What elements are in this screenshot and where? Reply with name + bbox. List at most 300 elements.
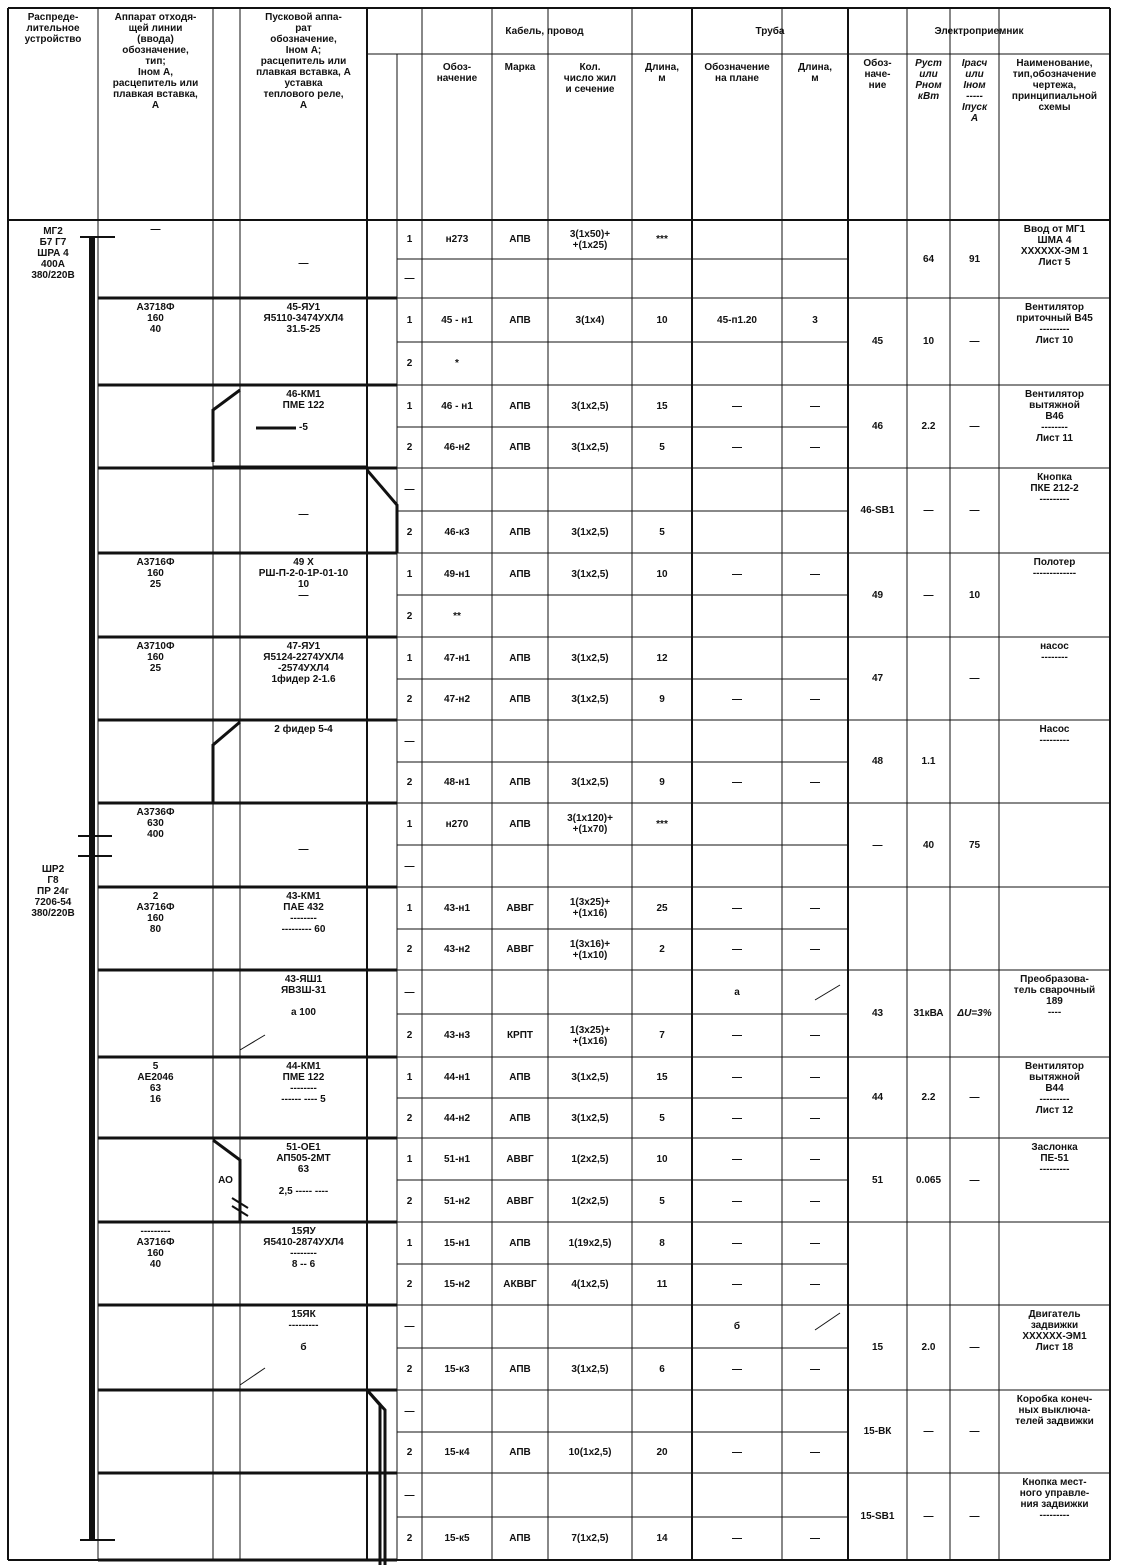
pipe-length: — — [810, 1533, 820, 1544]
apparatus-cell: — — [150, 224, 161, 235]
header-cable-group: Кабель, провод — [505, 25, 584, 37]
starter-cell: — — [298, 843, 309, 855]
pipe-code — [692, 342, 782, 385]
receiver-current: 10 — [968, 589, 981, 601]
header-cable-col: Обоз- начение — [436, 62, 478, 84]
pipe-code — [692, 720, 782, 762]
cable-section: 1(3х25)+ +(1х16) — [569, 897, 611, 919]
row-number: 2 — [406, 1533, 413, 1544]
cable-section: 1(19х2,5) — [568, 1237, 612, 1249]
receiver-power: — — [923, 505, 934, 516]
cable-section: 3(1х2,5) — [571, 1112, 609, 1124]
cable-code: 43-н1 — [443, 902, 471, 914]
cable-length: 12 — [656, 652, 668, 664]
cable-section: 1(3х25)+ +(1х16) — [569, 1024, 611, 1047]
pipe-code: 45-п1.20 — [717, 314, 757, 326]
receiver-code — [848, 887, 907, 970]
pipe-length — [782, 720, 848, 762]
receiver-current: — — [969, 673, 980, 684]
cable-brand — [492, 259, 548, 298]
row-number: 2 — [406, 442, 413, 453]
receiver-name: Кнопка мест- ного управле- ния задвижки --------- — [1019, 1477, 1090, 1521]
cable-length: *** — [656, 234, 668, 245]
cable-code: 49-н1 — [443, 568, 471, 580]
cable-brand: АПВ — [509, 1237, 531, 1249]
cable-brand: АПВ — [509, 442, 531, 453]
cable-section — [548, 1390, 632, 1432]
header-pipe-col: Длина, м — [797, 62, 832, 84]
cable-code: 44-н2 — [443, 1112, 471, 1124]
receiver-power — [907, 637, 950, 720]
receiver-code — [848, 220, 907, 298]
header-apparatus: Аппарат отходя- щей линии (ввода) обозначение, тип; Iном А, расцепитель или плавкая вставка, А — [112, 12, 199, 111]
cable-brand — [492, 342, 548, 385]
cable-brand: АПВ — [509, 1112, 531, 1124]
ao-label: АО — [218, 1174, 233, 1186]
receiver-current: — — [969, 336, 980, 347]
pipe-length — [782, 803, 848, 845]
cable-brand: АВВГ — [506, 1195, 534, 1207]
apparatus-cell — [98, 1473, 213, 1564]
cable-length: 8 — [659, 1237, 665, 1249]
cable-section: 1(2х2,5) — [571, 1153, 609, 1165]
apparatus-cell: --------- А3716Ф 160 40 — [136, 1226, 175, 1270]
receiver-current: — — [969, 1426, 980, 1437]
pipe-code: — — [732, 902, 742, 914]
cable-brand: АПВ — [509, 1072, 531, 1083]
cable-length — [632, 845, 692, 887]
row-number: 2 — [406, 694, 413, 705]
row-number: 1 — [406, 314, 413, 326]
pipe-code — [692, 803, 782, 845]
cable-length: 2 — [659, 944, 665, 955]
row-number: 2 — [406, 610, 413, 622]
row-number: 1 — [406, 234, 413, 245]
cable-length — [632, 595, 692, 637]
pipe-code — [692, 595, 782, 637]
receiver-current: — — [969, 1092, 980, 1103]
cable-section: 1(2х2,5) — [571, 1195, 609, 1207]
cable-length — [632, 259, 692, 298]
cable-length: 11 — [656, 1279, 668, 1290]
feeder-line — [367, 1390, 385, 1565]
receiver-name: Кнопка ПКЕ 212-2 --------- — [1030, 472, 1079, 505]
starter-cell: 44-КМ1 ПМЕ 122 -------- ------ ---- 5 — [281, 1061, 326, 1105]
receiver-name: Вентилятор вытяжной В44 --------- Лист 12 — [1024, 1061, 1085, 1116]
apparatus-cell: А3716Ф 160 25 — [136, 557, 175, 590]
row-number: 2 — [406, 1030, 413, 1041]
row-number: — — [404, 1321, 415, 1332]
receiver-code: — — [872, 839, 883, 851]
receiver-code: 15-SB1 — [860, 1511, 895, 1522]
cable-section: 3(1х2,5) — [571, 1363, 609, 1375]
apparatus-cell: А3718Ф 160 40 — [136, 302, 175, 335]
cable-section — [548, 259, 632, 298]
row-number: 2 — [406, 1112, 413, 1124]
cable-code: 43-н2 — [443, 944, 471, 955]
pipe-length: — — [810, 442, 820, 453]
receiver-current — [950, 1222, 999, 1305]
cable-code: 15-к5 — [444, 1533, 470, 1544]
apparatus-cell — [98, 970, 213, 1061]
header-receiver-col: Руст или Рном кВт — [915, 58, 942, 102]
cable-code: 47-н2 — [443, 694, 471, 705]
cable-section — [548, 1305, 632, 1348]
receiver-code: 48 — [871, 756, 884, 767]
row-number: — — [404, 1405, 415, 1417]
cable-length: 10 — [656, 568, 668, 580]
pipe-code: — — [732, 1533, 742, 1544]
row-number: 1 — [406, 1153, 413, 1165]
cable-section: 7(1х2,5) — [571, 1533, 609, 1544]
cable-length: 7 — [659, 1030, 665, 1041]
cable-length: 15 — [656, 1072, 668, 1083]
receiver-name: Насос --------- — [1039, 724, 1070, 746]
row-number: 2 — [406, 358, 413, 369]
pipe-code — [692, 220, 782, 259]
pipe-length — [782, 970, 848, 1014]
cable-brand: АПВ — [509, 1533, 531, 1544]
cable-brand: АПВ — [509, 568, 531, 580]
receiver-code: 44 — [871, 1092, 884, 1103]
pipe-code: — — [732, 1237, 742, 1249]
cable-length: 6 — [659, 1363, 665, 1375]
pipe-length: — — [810, 1363, 820, 1375]
receiver-power: 2.2 — [921, 1092, 936, 1103]
receiver-power: 10 — [922, 336, 935, 347]
receiver-current: — — [969, 1174, 980, 1186]
starter-cell: 49 Х РШ-П-2-0-1Р-01-10 10 — — [258, 557, 349, 601]
receiver-current: ΔU=3% — [957, 1008, 992, 1019]
header-distribution: Распреде- лительное устройство — [24, 12, 82, 45]
pipe-length — [782, 1390, 848, 1432]
cable-length: 10 — [656, 314, 668, 326]
cable-section: 10(1х2,5) — [568, 1447, 612, 1458]
cable-length: 10 — [656, 1153, 668, 1165]
row-number: 2 — [406, 526, 413, 538]
pipe-code: — — [732, 568, 742, 580]
receiver-power: 0.065 — [915, 1174, 942, 1186]
receiver-current: 75 — [968, 839, 981, 851]
starter-cell: 45-ЯУ1 Я5110-3474УХЛ4 31.5-25 — [263, 302, 344, 335]
pipe-length: — — [810, 902, 820, 914]
cable-brand: АВВГ — [506, 944, 534, 955]
header-pipe-col: Обозначение на плане — [704, 62, 770, 84]
receiver-name: Вентилятор вытяжной В46 -------- Лист 11 — [1024, 389, 1085, 444]
pipe-length — [782, 342, 848, 385]
pipe-length — [782, 468, 848, 511]
cable-length: 5 — [659, 1195, 665, 1207]
row-number: — — [404, 484, 415, 495]
cable-length: 25 — [656, 902, 668, 914]
pipe-code: a — [734, 986, 740, 998]
pipe-code — [692, 1473, 782, 1517]
pipe-length: — — [810, 1279, 820, 1290]
pipe-length: — — [810, 1195, 820, 1207]
pipe-code: — — [732, 1072, 742, 1083]
cable-length — [632, 342, 692, 385]
starter-cell: 46-КМ1 ПМЕ 122 -5 — [282, 389, 325, 433]
cable-code: 51-н2 — [443, 1195, 471, 1207]
feeder-line — [367, 470, 397, 553]
cable-brand: АПВ — [509, 526, 531, 538]
pipe-length: — — [810, 1447, 820, 1458]
cable-brand: АВВГ — [506, 902, 534, 914]
row-number: — — [404, 1489, 415, 1501]
apparatus-cell — [98, 1305, 213, 1394]
pipe-length — [782, 637, 848, 679]
cable-brand — [492, 1390, 548, 1432]
panel-label-2: ШР2 Г8 ПР 24г 7206-54 380/220В — [31, 864, 75, 919]
receiver-power: — — [923, 1511, 934, 1522]
starter-cell: 15ЯУ Я5410-2874УХЛ4 -------- 8 -- 6 — [263, 1226, 344, 1270]
cable-length: 20 — [656, 1447, 668, 1458]
cable-section: 3(1х2,5) — [571, 694, 609, 705]
cable-brand: АПВ — [509, 1363, 531, 1375]
cable-section — [548, 970, 632, 1014]
starter-cell: — — [298, 257, 309, 269]
row-number: 2 — [406, 1279, 413, 1290]
feeder-line — [213, 722, 240, 803]
pipe-length: — — [810, 400, 820, 412]
cable-code: * — [455, 358, 459, 369]
cable-length — [632, 1390, 692, 1432]
receiver-code — [848, 1222, 907, 1305]
row-number: 2 — [406, 1363, 413, 1375]
cable-brand: АПВ — [509, 234, 531, 245]
cable-section — [548, 845, 632, 887]
header-cable-col: Марка — [504, 62, 536, 73]
receiver-code: 15 — [871, 1342, 884, 1353]
cable-section — [548, 595, 632, 637]
receiver-name: Ввод от МГ1 ШМА 4 XXXXXX-ЭМ 1 Лист 5 — [1020, 224, 1089, 268]
receiver-code: 47 — [871, 673, 884, 684]
cable-section: 3(1х2,5) — [571, 1072, 609, 1083]
cable-section: 3(1х50)+ +(1х25) — [569, 228, 611, 251]
cable-section: 3(1х2,5) — [571, 777, 609, 788]
apparatus-cell — [98, 385, 213, 472]
row-number: 1 — [406, 818, 413, 830]
pipe-code: — — [732, 442, 742, 453]
receiver-name — [999, 1226, 1110, 1305]
receiver-name: Двигатель задвижки XXXXXX-ЭМ1 Лист 18 — [1022, 1309, 1087, 1353]
pipe-length: — — [810, 777, 820, 788]
pipe-code: — — [732, 777, 742, 788]
row-number: 2 — [406, 777, 413, 788]
pipe-length: — — [810, 694, 820, 705]
receiver-power: — — [923, 1426, 934, 1437]
cable-length: 9 — [659, 777, 665, 788]
cable-code — [422, 259, 492, 298]
cable-length: 5 — [659, 442, 665, 453]
receiver-power: 2.0 — [921, 1342, 936, 1353]
pipe-code — [692, 1390, 782, 1432]
receiver-code: 45 — [871, 336, 884, 347]
receiver-current — [950, 887, 999, 970]
receiver-power — [907, 1222, 950, 1305]
row-number: — — [404, 986, 415, 998]
pipe-code: — — [732, 1447, 742, 1458]
pipe-length: — — [810, 1112, 820, 1124]
pipe-length: — — [810, 1072, 820, 1083]
receiver-name: Коробка конеч- ных выключа- телей задвижки — [1015, 1394, 1094, 1427]
cable-code — [422, 970, 492, 1014]
cable-brand — [492, 720, 548, 762]
pipe-length — [782, 220, 848, 259]
receiver-name: Преобразова- тель сварочный 189 ---- — [1013, 974, 1096, 1018]
cable-brand: АПВ — [509, 652, 531, 664]
cable-brand — [492, 595, 548, 637]
receiver-current: — — [969, 1511, 980, 1522]
receiver-name: Заслонка ПЕ-51 --------- — [1031, 1142, 1078, 1175]
pipe-code — [692, 259, 782, 298]
cable-brand: АВВГ — [506, 1153, 534, 1165]
receiver-current: — — [969, 421, 980, 432]
cable-code — [422, 1390, 492, 1432]
apparatus-cell — [98, 1138, 213, 1226]
receiver-power: 1.1 — [921, 756, 936, 767]
starter-cell — [240, 1390, 367, 1477]
starter-cell: — — [298, 509, 309, 520]
cable-section: 3(1х2,5) — [571, 442, 609, 453]
receiver-power: 31кВА — [913, 1008, 944, 1019]
pipe-code: — — [732, 694, 742, 705]
cable-brand: АПВ — [509, 314, 531, 326]
pipe-code: — — [732, 1363, 742, 1375]
pipe-length: — — [810, 1237, 820, 1249]
receiver-power: 40 — [922, 839, 935, 851]
cable-brand: АПВ — [509, 400, 531, 412]
row-number: — — [404, 735, 415, 747]
cable-code: 51-н1 — [443, 1153, 471, 1165]
receiver-name: Вентилятор приточный В45 --------- Лист 10 — [1016, 302, 1093, 346]
receiver-code: 49 — [871, 589, 884, 601]
receiver-power: — — [923, 589, 934, 601]
cable-section: 1(3х16)+ +(1х10) — [569, 938, 611, 961]
header-cable-col: Длина, м — [644, 62, 679, 84]
cable-code: ** — [453, 610, 461, 622]
pipe-code — [692, 511, 782, 553]
receiver-current: 91 — [968, 253, 981, 265]
pipe-length — [782, 511, 848, 553]
pipe-code — [692, 468, 782, 511]
cable-brand — [492, 1473, 548, 1517]
cable-code: 46 - н1 — [441, 400, 473, 412]
row-number: 1 — [406, 1072, 413, 1083]
pipe-code: — — [732, 1030, 742, 1041]
cable-code: 15-к3 — [444, 1363, 470, 1375]
pipe-code: — — [732, 1279, 742, 1290]
feeder-line — [367, 1390, 380, 1565]
receiver-current — [950, 720, 999, 803]
row-number: — — [404, 860, 415, 872]
cable-length — [632, 1305, 692, 1348]
pipe-length — [782, 1305, 848, 1348]
pipe-code: — — [732, 1153, 742, 1165]
pipe-code: — — [732, 400, 742, 412]
receiver-code: 51 — [871, 1174, 884, 1186]
cable-section — [548, 1473, 632, 1517]
row-number: 2 — [406, 944, 413, 955]
starter-cell: 15ЯК --------- б — [288, 1309, 319, 1353]
cable-code — [422, 1305, 492, 1348]
pipe-length — [782, 259, 848, 298]
cable-section: 3(1х2,5) — [571, 568, 609, 580]
pipe-code: б — [733, 1321, 741, 1332]
receiver-name: насос -------- — [1040, 641, 1069, 663]
cable-code: 47-н1 — [443, 652, 471, 664]
cable-brand: АПВ — [509, 694, 531, 705]
cable-brand: АПВ — [509, 777, 531, 788]
pipe-length: — — [810, 1030, 820, 1041]
apparatus-cell: А3736Ф 630 400 — [136, 807, 175, 840]
pipe-length: — — [810, 944, 820, 955]
apparatus-cell — [98, 1390, 213, 1477]
header-cable-col: Кол. число жил и сечение — [563, 62, 617, 95]
header-receiver-col: Обоз- наче- ние — [863, 58, 892, 91]
cable-length — [632, 468, 692, 511]
pipe-length — [782, 845, 848, 887]
cable-length — [632, 1473, 692, 1517]
header-receiver-col: Iрасч или Iном ----- Iпуск А — [961, 58, 988, 124]
pipe-length: 3 — [812, 314, 818, 326]
apparatus-cell — [98, 468, 213, 557]
cable-code: 48-н1 — [443, 777, 471, 788]
cable-code: 44-н1 — [443, 1072, 471, 1083]
cable-length: 15 — [656, 400, 668, 412]
cable-code: 45 - н1 — [441, 314, 473, 326]
row-number: 2 — [406, 1447, 413, 1458]
receiver-current: — — [969, 1342, 980, 1353]
header-receiver-col: Наименование, тип,обозначение чертежа, принципиальной схемы — [1011, 58, 1098, 113]
starter-cell: 43-КМ1 ПАЕ 432 -------- --------- 60 — [281, 891, 326, 935]
cable-code — [422, 845, 492, 887]
cable-brand — [492, 845, 548, 887]
pipe-length — [782, 595, 848, 637]
cable-section: 3(1х120)+ +(1х70) — [567, 813, 613, 835]
cable-code: 15-н1 — [443, 1237, 471, 1249]
cable-code: н270 — [445, 818, 469, 830]
cable-length — [632, 970, 692, 1014]
starter-cell: 43-ЯШ1 ЯВЗШ-31 a 100 — [280, 974, 327, 1018]
apparatus-cell — [98, 720, 213, 807]
cable-code: 15-н2 — [443, 1279, 471, 1290]
cable-length — [632, 720, 692, 762]
cable-section: 3(1х4) — [575, 314, 605, 326]
cable-brand — [492, 970, 548, 1014]
row-number: 1 — [406, 652, 413, 664]
header-receiver-group: Электроприемник — [934, 25, 1024, 37]
pipe-length: — — [810, 1153, 820, 1165]
starter-cell — [240, 1473, 367, 1564]
pipe-code — [692, 845, 782, 887]
cable-section — [548, 468, 632, 511]
feeder-line — [213, 390, 240, 462]
receiver-code: 15-ВК — [863, 1426, 892, 1437]
apparatus-cell: А3710Ф 160 25 — [136, 641, 175, 674]
cable-brand: АКВВГ — [503, 1279, 537, 1290]
cable-length: *** — [656, 818, 668, 830]
receiver-power — [907, 887, 950, 970]
apparatus-cell: 2 А3716Ф 160 80 — [136, 891, 175, 935]
cable-section: 4(1х2,5) — [571, 1279, 609, 1290]
cable-brand: АПВ — [509, 818, 531, 830]
cable-brand — [492, 468, 548, 511]
cable-code — [422, 1473, 492, 1517]
cable-length: 5 — [659, 526, 665, 538]
cable-length: 9 — [659, 694, 665, 705]
cable-length: 14 — [656, 1533, 668, 1544]
